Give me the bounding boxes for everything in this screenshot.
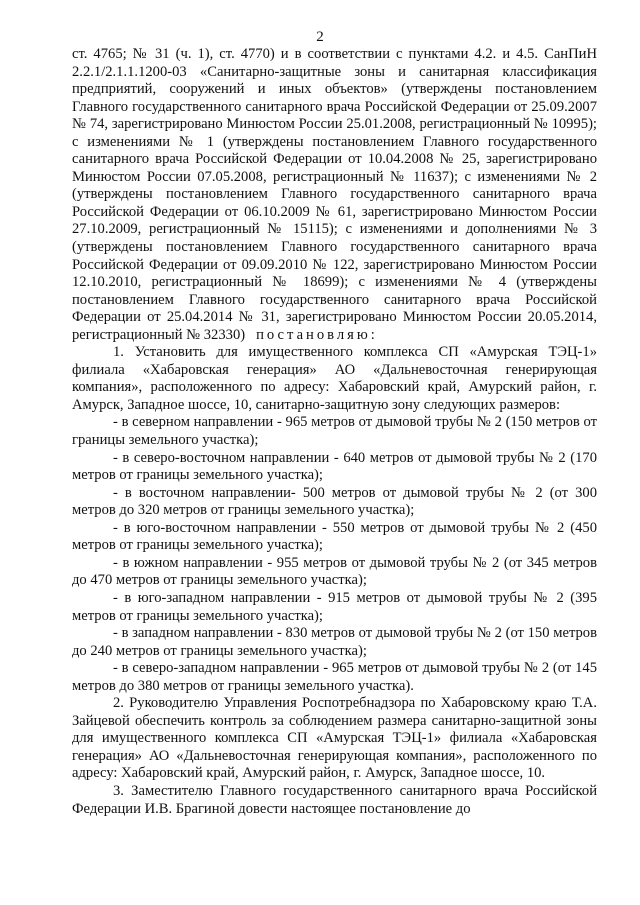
direction-northeast: - в северо-восточном направлении - 640 метров от дымовой трубы № 2 (170 метров от границы земельного участка); bbox=[72, 449, 597, 484]
intro-text: ст. 4765; № 31 (ч. 1), ст. 4770) и в соответствии с пунктами 4.2. и 4.5. СанПиН 2.2.1/2.1.1.1200-03 «Санитарно-защитные зоны и санитарная классификация предприятий, сооружений и иных объектов» (утверждены постановлением Главного государственного санитарного врача Российской Федерации от 25.09.2007 № 74, зарегистрировано Минюстом России 25.01.2008, регистрационный № 10995); с изменениями № 1 (утверждены постановлением Главного государственного санитарного врача Российской Федерации от 10.04.2008 № 25, зарегистрировано Минюстом России 07.05.2008, регистрационный № 11637); с изменениями № 2 (утверждены постановлением Главного государственного санитарного врача Российской Федерации от 06.10.2009 № 61, зарегистрировано Минюстом России 27.10.2009, регистрационный № 15115); с изменениями и дополнениями № 3 (утверждены постановлением Главного государственного санитарного врача Российской Федерации от 09.09.2010 № 122, зарегистрировано Минюстом России 12.10.2010, регистрационный № 18699); с изменениями № 4 (утверждены постановлением Главного государственного санитарного врача Российской Федерации от 25.04.2014 № 31, зарегистрировано Минюстом России 20.05.2014, регистрационный № 32330) bbox=[72, 46, 597, 343]
direction-east: - в восточном направлении- 500 метров от дымовой трубы № 2 (от 300 метров до 320 метров от границы земельного участка); bbox=[72, 484, 597, 519]
direction-southeast: - в юго-восточном направлении - 550 метров от дымовой трубы № 2 (450 метров от границы земельного участка); bbox=[72, 519, 597, 554]
direction-west: - в западном направлении - 830 метров от дымовой трубы № 2 (от 150 метров до 240 метров от границы земельного участка); bbox=[72, 625, 597, 659]
resolve-word: постановляю: bbox=[256, 326, 378, 343]
item-2-paragraph: 2. Руководителю Управления Роспотребнадзора по Хабаровскому краю Т.А. Зайцевой обеспечить контроль за соблюдением размера санитарно-защитной зоны для имущественного комплекса СП «Амурская ТЭЦ-1» филиала «Хабаровская генерация» АО «Дальневосточная генерирующая компания», расположенного по адресу: Хабаровский край, Амурский район, г. Амурск, Западное шоссе, 10. bbox=[72, 695, 597, 782]
direction-south: - в южном направлении - 955 метров от дымовой трубы № 2 (от 345 метров до 470 метров от границы земельного участка); bbox=[72, 554, 597, 589]
direction-southwest: - в юго-западном направлении - 915 метров от дымовой трубы № 2 (395 метров от границы земельного участка); bbox=[72, 589, 597, 624]
item-1-paragraph: 1. Установить для имущественного комплекса СП «Амурская ТЭЦ-1» филиала «Хабаровская генерация» АО «Дальневосточная генерирующая компания», расположенного по адресу: Хабаровский край, Амурский район, г. Амурск, Западное шоссе, 10, санитарно-защитную зону следующих размеров: bbox=[72, 344, 597, 413]
item-3-paragraph: 3. Заместителю Главного государственного санитарного врача Российской Федерации И.В. Брагиной довести настоящее постановление до bbox=[72, 782, 597, 817]
direction-north: - в северном направлении - 965 метров от дымовой трубы № 2 (150 метров от границы земельного участка); bbox=[72, 414, 597, 449]
page-number: 2 bbox=[316, 29, 324, 45]
document-body bbox=[72, 46, 597, 818]
direction-northwest: - в северо-западном направлении - 965 метров от дымовой трубы № 2 (от 145 метров до 380 метров от границы земельного участка). bbox=[72, 660, 597, 694]
intro-paragraph bbox=[72, 46, 597, 344]
